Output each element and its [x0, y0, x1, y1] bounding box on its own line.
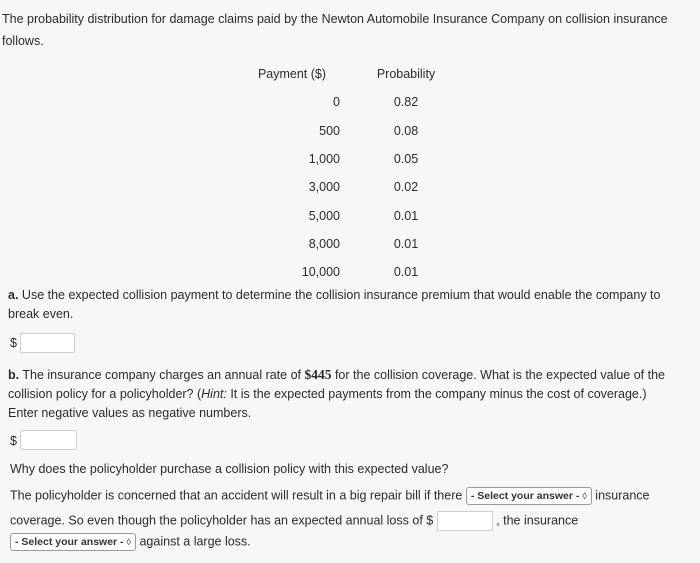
- answer-select-2[interactable]: [10, 533, 136, 551]
- probability-cell: 0.01: [393, 236, 419, 251]
- part-a-answer-input[interactable]: [20, 333, 75, 353]
- part-b-answer-input[interactable]: [20, 430, 77, 450]
- part-b-text-after: for the collision coverage. What is the expected value of the collision policy for a policyholder? (: [8, 368, 666, 401]
- table-row: [240, 230, 456, 258]
- table-row: [240, 201, 456, 229]
- table-row: [240, 88, 456, 116]
- probability-cell: 0.05: [393, 152, 419, 167]
- payment-cell: 10,000: [301, 265, 340, 280]
- table-row: [240, 173, 456, 201]
- part-a-text: Use the expected collision payment to determine the collision insurance premium that would enable the company to break even.: [8, 288, 661, 321]
- annual-rate: $445: [304, 367, 332, 382]
- line1-text-a: The policyholder is concerned that an accident will result in a big repair bill if there: [10, 488, 463, 503]
- probability-header: Probability: [376, 67, 436, 82]
- expected-loss-input[interactable]: [437, 511, 493, 531]
- part-b-question: [8, 365, 694, 423]
- payment-cell: 500: [319, 123, 340, 138]
- part-b-label: b.: [8, 368, 20, 382]
- part-a-label: a.: [8, 288, 19, 302]
- payment-cell: 5,000: [308, 208, 340, 223]
- table-row: [240, 258, 456, 286]
- line3-text-b: against a large loss.: [139, 534, 251, 549]
- line2-text-b: , the insurance: [496, 513, 579, 528]
- payment-header: Payment ($): [257, 67, 327, 82]
- probability-cell: 0.01: [393, 265, 419, 280]
- select-1-label: - Select your answer -: [470, 490, 580, 502]
- negative-note: Enter negative values as negative numbers.: [8, 406, 252, 420]
- explanation-line-2: [10, 511, 578, 531]
- chevron-updown-icon: ◊: [582, 491, 587, 501]
- payment-cell: 3,000: [308, 180, 340, 195]
- part-b-text-before: The insurance company charges an annual rate of: [19, 368, 305, 382]
- select-2-label: - Select your answer -: [15, 536, 124, 548]
- answer-select-1[interactable]: [466, 487, 592, 505]
- part-a-currency: $: [10, 336, 17, 350]
- why-question: Why does the policyholder purchase a collision policy with this expected value?: [10, 462, 449, 476]
- line2-text-a: coverage. So even though the policyholder has an expected annual loss of $: [10, 513, 434, 528]
- probability-table: [240, 60, 456, 286]
- payment-cell: 0: [333, 95, 340, 110]
- explanation-line-1: [10, 487, 650, 505]
- table-row: [240, 117, 456, 145]
- table-row: [240, 145, 456, 173]
- line1-text-b: insurance: [595, 488, 650, 503]
- explanation-line-3: [10, 533, 251, 551]
- chevron-updown-icon: ◊: [126, 537, 131, 547]
- payment-cell: 1,000: [308, 152, 340, 167]
- payment-cell: 8,000: [308, 236, 340, 251]
- probability-cell: 0.02: [393, 180, 419, 195]
- hint-text: It is the expected payments from the company minus the cost of coverage.): [226, 387, 647, 401]
- part-b-currency: $: [10, 434, 17, 448]
- hint-label: Hint:: [201, 387, 227, 401]
- probability-cell: 0.82: [393, 95, 419, 110]
- problem-intro: The probability distribution for damage claims paid by the Newton Automobile Insurance Company on collision insurance follows.: [2, 12, 668, 48]
- probability-cell: 0.01: [393, 208, 419, 223]
- probability-cell: 0.08: [393, 123, 419, 138]
- part-a-question: [8, 286, 694, 324]
